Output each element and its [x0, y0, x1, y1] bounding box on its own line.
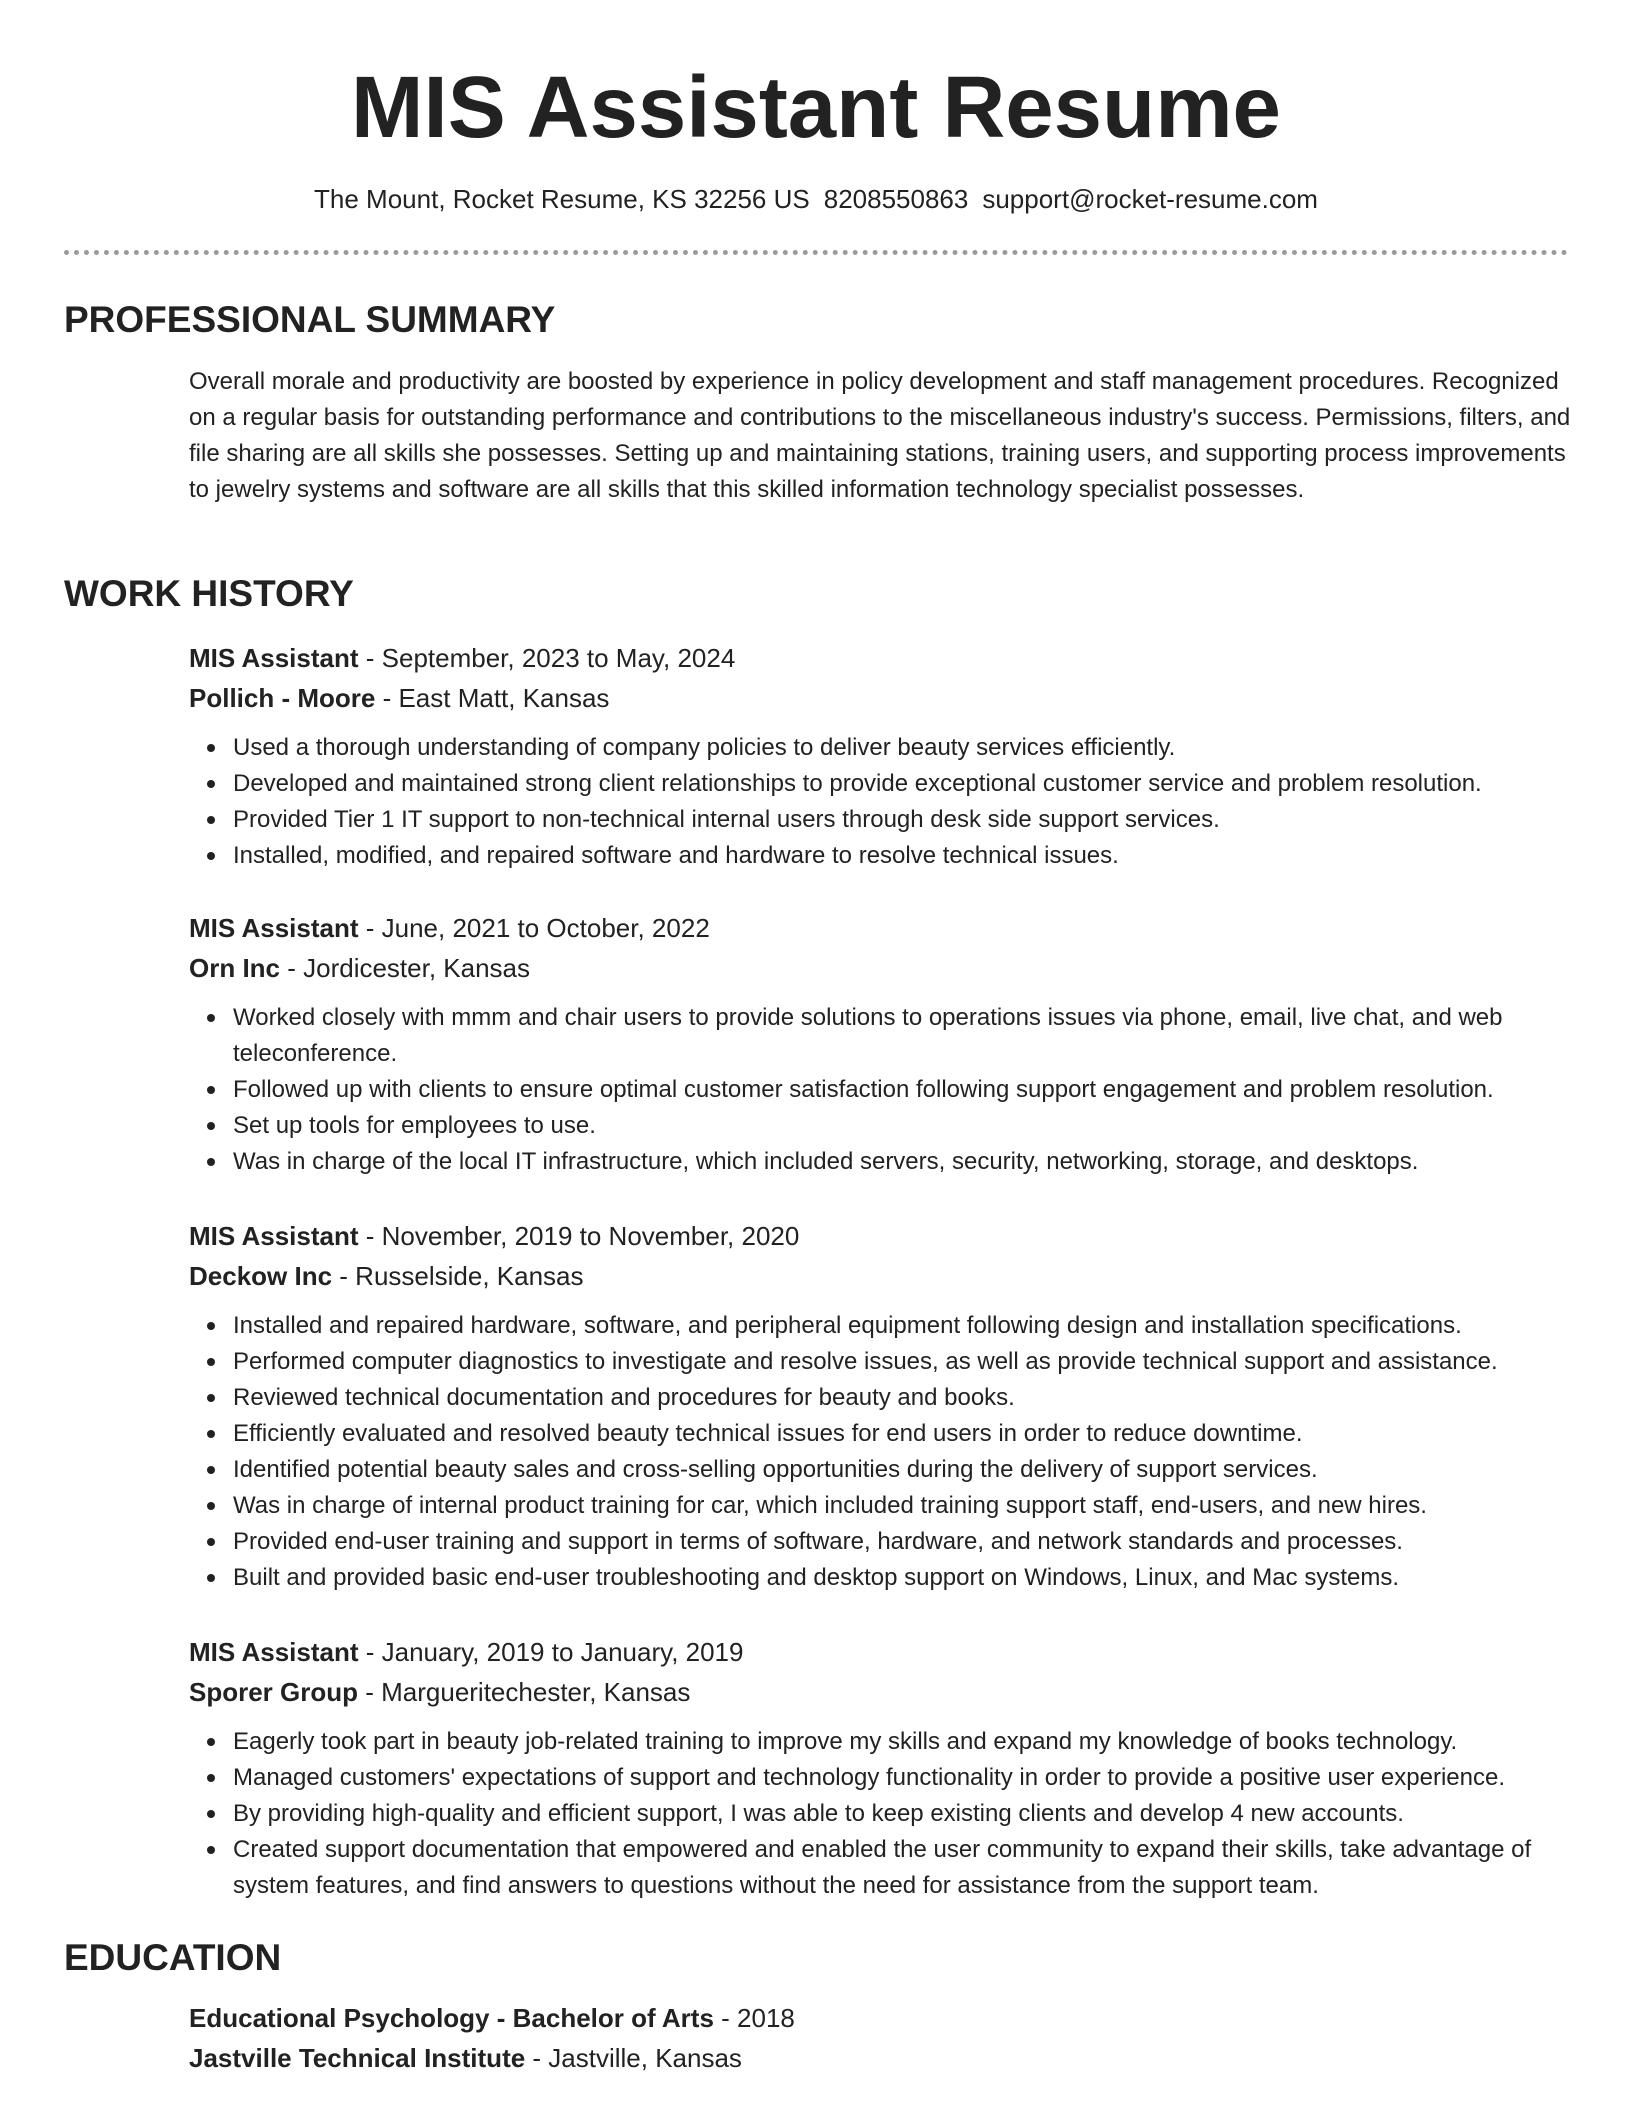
job-bullet: Set up tools for employees to use.	[233, 1108, 1589, 1144]
job-bullet: Provided Tier 1 IT support to non-technical internal users through desk side support services.	[233, 802, 1589, 838]
job-bullet: Installed and repaired hardware, software, and peripheral equipment following design and installation specifications.	[233, 1308, 1589, 1344]
job-entry	[189, 1632, 1589, 1904]
section-heading-work-history: WORK HISTORY	[64, 573, 354, 614]
job-company: Sporer Group	[189, 1677, 359, 1707]
education-school-line	[189, 2038, 1589, 2078]
job-entry	[189, 1216, 1589, 1596]
job-location: - Jordicester, Kansas	[280, 953, 531, 983]
job-bullet: Was in charge of the local IT infrastructure, which included servers, security, networking, storage, and desktops.	[233, 1144, 1589, 1180]
job-bullets	[233, 730, 1589, 874]
job-dates: - January, 2019 to January, 2019	[358, 1637, 744, 1667]
job-title: MIS Assistant	[189, 913, 359, 943]
header-divider	[64, 250, 1568, 255]
job-title: MIS Assistant	[189, 1221, 359, 1251]
job-bullet: Managed customers' expectations of support and technology functionality in order to provide a positive user experience.	[233, 1760, 1589, 1796]
resume-title: MIS Assistant Resume	[351, 59, 1281, 156]
job-bullet: Was in charge of internal product training for car, which included training support staff, end-users, and new hires.	[233, 1488, 1589, 1524]
job-bullet: Installed, modified, and repaired software and hardware to resolve technical issues.	[233, 838, 1589, 874]
job-dates: - September, 2023 to May, 2024	[358, 643, 736, 673]
contact-address: The Mount, Rocket Resume, KS 32256 US	[314, 184, 810, 214]
job-title-line	[189, 1632, 1589, 1672]
job-bullet: Reviewed technical documentation and procedures for beauty and books.	[233, 1380, 1589, 1416]
job-company-line	[189, 1256, 1589, 1296]
job-bullet: By providing high-quality and efficient support, I was able to keep existing clients and develop 4 new accounts.	[233, 1796, 1589, 1832]
job-bullet: Performed computer diagnostics to investigate and resolve issues, as well as provide technical support and assistance.	[233, 1344, 1589, 1380]
job-bullets	[233, 1724, 1589, 1904]
section-heading-summary: PROFESSIONAL SUMMARY	[64, 299, 556, 340]
job-bullet: Provided end-user training and support in terms of software, hardware, and network standards and processes.	[233, 1524, 1589, 1560]
job-dates: - November, 2019 to November, 2020	[358, 1221, 800, 1251]
job-title: MIS Assistant	[189, 643, 359, 673]
job-entry	[189, 908, 1589, 1180]
job-location: - Margueritechester, Kansas	[358, 1677, 691, 1707]
job-company-line	[189, 678, 1589, 718]
job-title-line	[189, 638, 1589, 678]
job-company-line	[189, 948, 1589, 988]
job-bullet: Used a thorough understanding of company policies to deliver beauty services efficiently.	[233, 730, 1589, 766]
job-dates: - June, 2021 to October, 2022	[358, 913, 710, 943]
job-bullet: Identified potential beauty sales and cross-selling opportunities during the delivery of support services.	[233, 1452, 1589, 1488]
education-degree: Educational Psychology - Bachelor of Arts	[189, 2003, 714, 2033]
job-title-line	[189, 1216, 1589, 1256]
job-bullet: Followed up with clients to ensure optimal customer satisfaction following support engagement and problem resolution.	[233, 1072, 1589, 1108]
job-bullets	[233, 1308, 1589, 1596]
education-degree-line	[189, 1998, 1589, 2038]
job-location: - East Matt, Kansas	[375, 683, 610, 713]
job-bullet: Built and provided basic end-user troubleshooting and desktop support on Windows, Linux, and Mac systems.	[233, 1560, 1589, 1596]
job-company-line	[189, 1672, 1589, 1712]
job-title: MIS Assistant	[189, 1637, 359, 1667]
job-bullet: Developed and maintained strong client relationships to provide exceptional customer service and problem resolution.	[233, 766, 1589, 802]
contact-phone: 8208550863	[823, 184, 969, 214]
job-company: Pollich - Moore	[189, 683, 376, 713]
education-entry	[189, 1998, 1589, 2078]
job-company: Orn Inc	[189, 953, 281, 983]
job-bullet: Worked closely with mmm and chair users to provide solutions to operations issues via phone, email, live chat, and web teleconference.	[233, 1000, 1589, 1072]
job-company: Deckow Inc	[189, 1261, 333, 1291]
education-year: - 2018	[713, 2003, 795, 2033]
job-bullet: Eagerly took part in beauty job-related training to improve my skills and expand my knowledge of books technology.	[233, 1724, 1589, 1760]
job-bullet: Efficiently evaluated and resolved beauty technical issues for end users in order to reduce downtime.	[233, 1416, 1589, 1452]
job-title-line	[189, 908, 1589, 948]
contact-line	[0, 181, 1632, 217]
job-bullet: Created support documentation that empowered and enabled the user community to expand their skills, take advantage of system features, and find answers to questions without the need for assistance from the support team.	[233, 1832, 1589, 1904]
education-school: Jastville Technical Institute	[189, 2043, 526, 2073]
section-heading-education: EDUCATION	[64, 1937, 282, 1978]
job-location: - Russelside, Kansas	[332, 1261, 584, 1291]
job-entry	[189, 638, 1589, 874]
contact-email: support@rocket-resume.com	[982, 184, 1318, 214]
summary-text: Overall morale and productivity are boosted by experience in policy development and staff management procedures. Recognized on a regular basis for outstanding performance and contributions to the miscellaneous industry's success. Permissions, filters, and file sharing are all skills she possesses. Setting up and maintaining stations, training users, and supporting process improvements to jewelry systems and software are all skills that this skilled information technology specialist possesses.	[189, 368, 1571, 503]
education-location: - Jastville, Kansas	[525, 2043, 742, 2073]
job-bullets	[233, 1000, 1589, 1180]
